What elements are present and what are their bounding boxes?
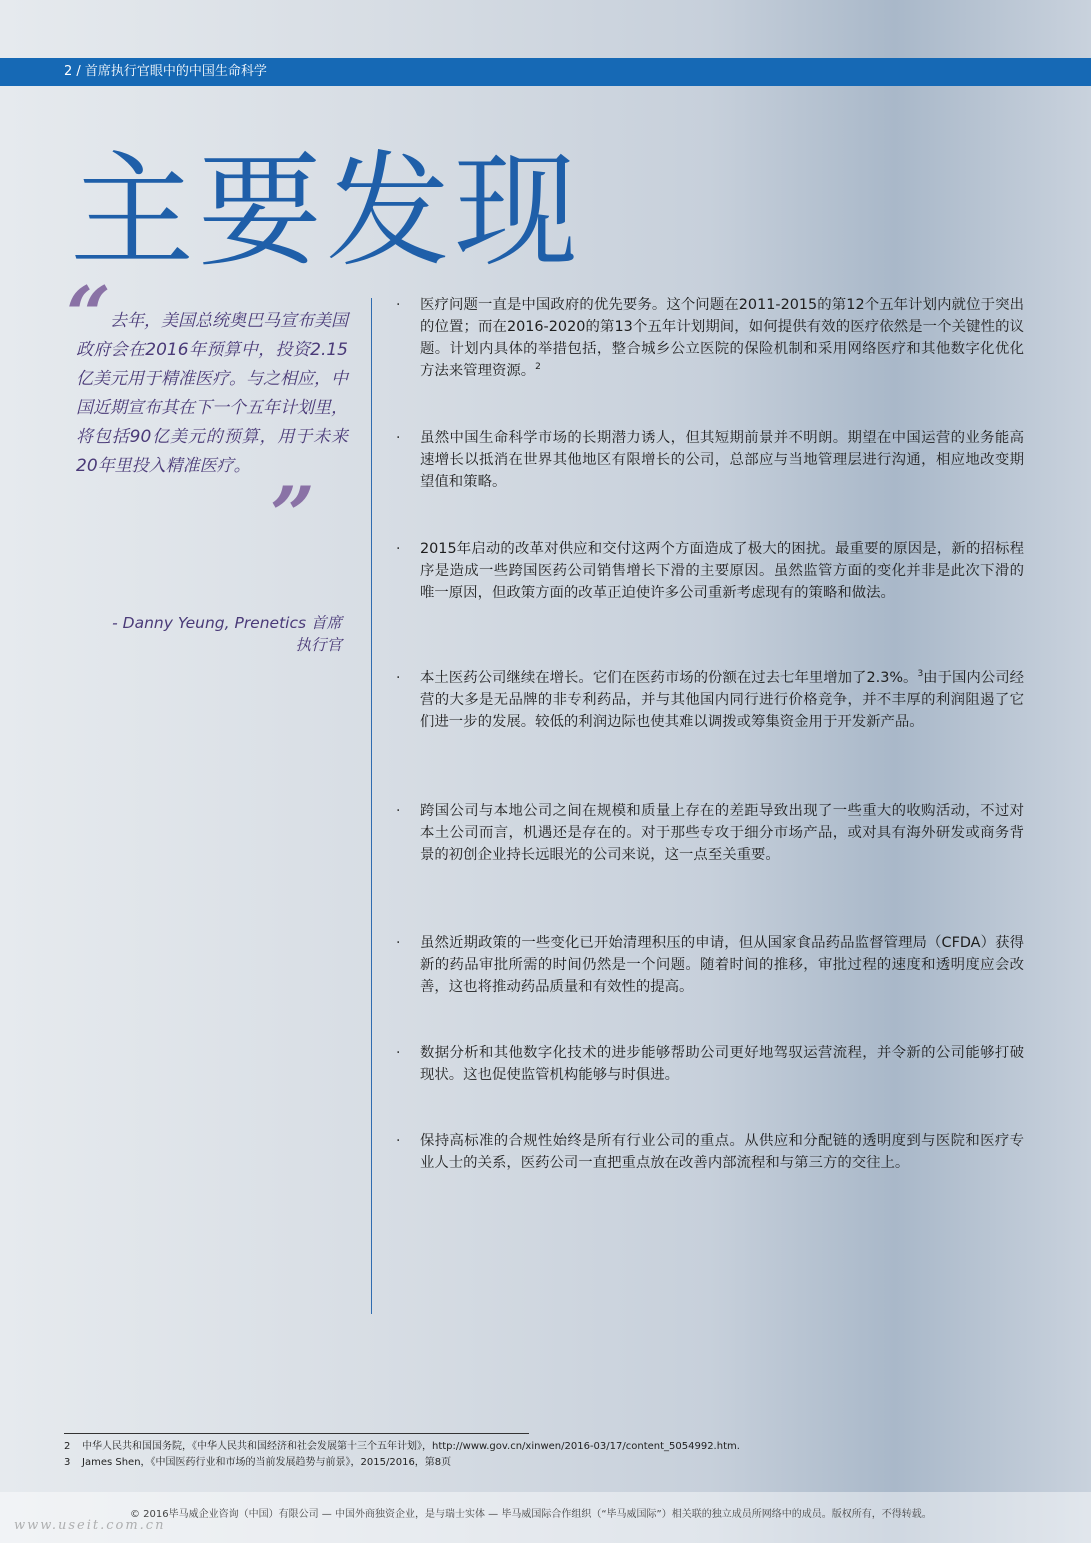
- page-title: 主要发现: [70, 140, 583, 284]
- pull-quote-text: 去年，美国总统奥巴马宣布美国政府会在2016年预算中，投资2.15亿美元用于精准医疗。与之相应，中国近期宣布其在下一个五年计划里，将包括90亿美元的预算，用于未来20年里投入精准医疗。: [76, 311, 348, 476]
- finding-item: [396, 538, 1024, 604]
- close-quote-mark: ”: [270, 470, 315, 561]
- finding-item: [396, 1042, 1024, 1086]
- finding-item: [396, 932, 1024, 998]
- bullet-icon: ·: [396, 541, 401, 557]
- finding-text-continued: 由于国内公司经营的大多是无品牌的非专利药品，并与其他国内同行进行价格竞争，并不丰厚的利润阻遏了它们进一步的发展。较低的利润边际也使其难以调拨或筹集资金用于开发新产品。: [420, 670, 1024, 730]
- vertical-divider: [371, 298, 372, 1314]
- finding-item: [396, 667, 1024, 733]
- bullet-icon: ·: [396, 297, 401, 313]
- bullet-icon: ·: [396, 430, 401, 446]
- footnote-ref: 2: [535, 362, 541, 373]
- footnote-number: 2: [64, 1441, 71, 1452]
- finding-item: [396, 1130, 1024, 1174]
- footnote-ref: 3: [917, 669, 924, 680]
- header-bar: [0, 58, 1091, 86]
- finding-item: [396, 294, 1024, 382]
- bullet-icon: ·: [396, 935, 401, 951]
- bullet-icon: ·: [396, 803, 401, 819]
- attribution-line-2: 执行官: [295, 636, 342, 654]
- copyright-notice: © 2016毕马威企业咨询（中国）有限公司 — 中国外商独资企业，是与瑞士实体 — 毕马威国际合作组织（“毕马威国际”）相关联的独立成员所网络中的成员。版权所有，不得转载。: [130, 1509, 932, 1520]
- bullet-icon: ·: [396, 670, 401, 686]
- finding-text: 虽然近期政策的一些变化已开始清理积压的申请，但从国家食品药品监督管理局（CFDA）获得新的药品审批所需的时间仍然是一个问题。随着时间的推移，审批过程的速度和透明度应会改善，这也将推动药品质量和有效性的提高。: [420, 935, 1024, 995]
- footnote-text: 中华人民共和国国务院，《中华人民共和国经济和社会发展第十三个五年计划》，http://www.gov.cn/xinwen/2016-03/17/content_5054992.htm.: [82, 1441, 740, 1452]
- finding-item: [396, 800, 1024, 866]
- header-title: 2 / 首席执行官眼中的中国生命科学: [64, 64, 267, 79]
- finding-text: 跨国公司与本地公司之间在规模和质量上存在的差距导致出现了一些重大的收购活动，不过对本土公司而言，机遇还是存在的。对于那些专攻于细分市场产品，或对具有海外研发或商务背景的初创企业持长远眼光的公司来说，这一点至关重要。: [420, 803, 1024, 863]
- finding-text: 医疗问题一直是中国政府的优先要务。这个问题在2011-2015的第12个五年计划内就位于突出的位置；而在2016-2020的第13个五年计划期间，如何提供有效的医疗依然是一个关键性的议题。计划内具体的举措包括，整合城乡公立医院的保险机制和采用网络医疗和其他数字化优化方法来管理资源。: [420, 297, 1024, 379]
- bullet-icon: ·: [396, 1045, 401, 1061]
- footnote-number: 3: [64, 1457, 71, 1468]
- open-quote-mark: “: [66, 270, 111, 361]
- bullet-icon: ·: [396, 1133, 401, 1149]
- finding-text: 数据分析和其他数字化技术的进步能够帮助公司更好地驾驭运营流程，并令新的公司能够打破现状。这也促使监管机构能够与时俱进。: [420, 1045, 1024, 1083]
- finding-text: 虽然中国生命科学市场的长期潜力诱人，但其短期前景并不明朗。期望在中国运营的业务能高速增长以抵消在世界其他地区有限增长的公司，总部应与当地管理层进行沟通，相应地改变期望值和策略。: [420, 430, 1024, 490]
- footnote: [64, 1456, 451, 1470]
- finding-item: [396, 427, 1024, 493]
- footnote-rule: [64, 1433, 529, 1434]
- quote-attribution: [70, 612, 342, 656]
- footnote: [64, 1440, 740, 1454]
- footnote-text: James Shen，《中国医药行业和市场的当前发展趋势与前景》，2015/2016，第8页: [82, 1457, 452, 1468]
- attribution-line-1: - Danny Yeung, Prenetics 首席: [112, 614, 342, 632]
- finding-text: 本土医药公司继续在增长。它们在医药市场的份额在过去七年里增加了2.3%。: [420, 670, 918, 686]
- watermark: www.useit.com.cn: [14, 1518, 166, 1533]
- finding-text: 2015年启动的改革对供应和交付这两个方面造成了极大的困扰。最重要的原因是，新的招标程序是造成一些跨国医药公司销售增长下滑的主要原因。虽然监管方面的变化并非是此次下滑的唯一原因，但政策方面的改革正迫使许多公司重新考虑现有的策略和做法。: [420, 541, 1024, 601]
- finding-text: 保持高标准的合规性始终是所有行业公司的重点。从供应和分配链的透明度到与医院和医疗专业人士的关系，医药公司一直把重点放在改善内部流程和与第三方的交往上。: [420, 1133, 1024, 1171]
